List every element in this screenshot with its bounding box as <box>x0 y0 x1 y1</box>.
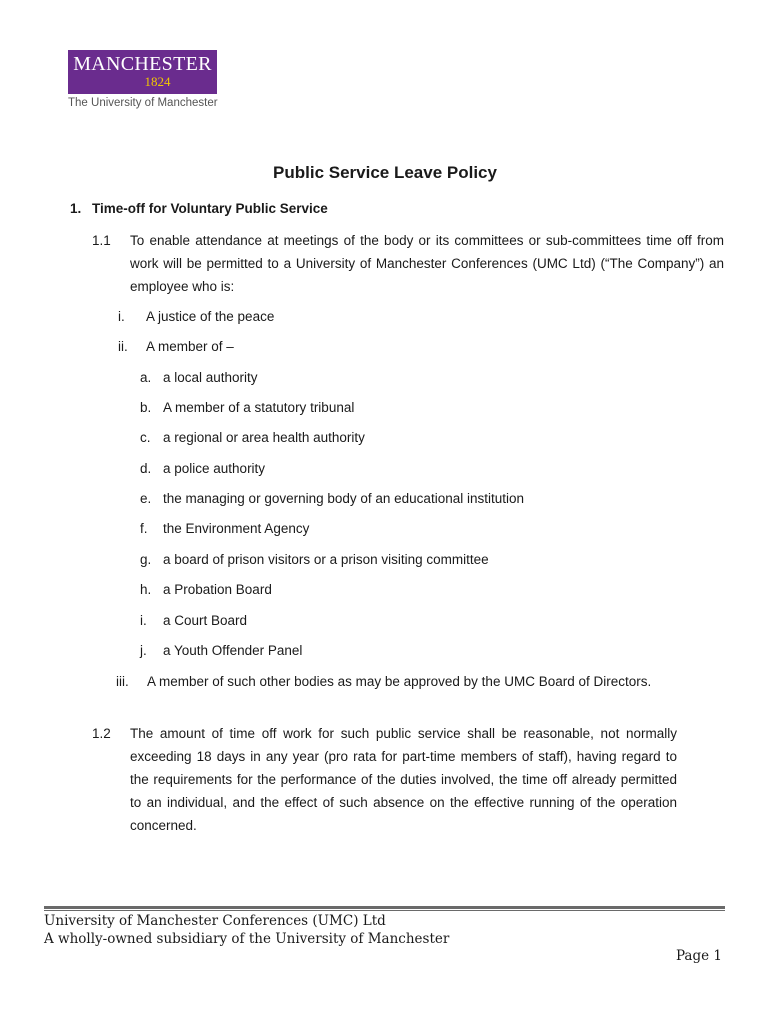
roman-num: iii. <box>116 674 129 689</box>
roman-text: A member of such other bodies as may be approved by the UMC Board of Directors. <box>147 674 652 689</box>
section-number: 1. <box>70 201 82 216</box>
roman-text: A justice of the peace <box>146 309 275 324</box>
alpha-num: e. <box>140 491 152 506</box>
section-heading-text: Time-off for Voluntary Public Service <box>92 201 328 216</box>
alpha-num: i. <box>140 613 147 628</box>
alpha-num: f. <box>140 521 148 536</box>
roman-text: A member of – <box>146 339 234 354</box>
alpha-num: g. <box>140 552 152 567</box>
alpha-num: b. <box>140 400 152 415</box>
page-number: Page 1 <box>675 948 722 964</box>
document-title: Public Service Leave Policy <box>273 163 497 182</box>
paragraph-1-2-number: 1.2 <box>92 726 111 741</box>
alpha-text: a police authority <box>163 461 266 476</box>
roman-num: ii. <box>118 339 128 354</box>
alpha-text: a local authority <box>163 370 258 385</box>
paragraph-1-1-number: 1.1 <box>92 233 111 248</box>
logo-subtitle: The University of Manchester <box>68 97 218 109</box>
alpha-num: j. <box>140 643 147 658</box>
alpha-text: a Court Board <box>163 613 248 628</box>
alpha-text: a Probation Board <box>163 582 272 597</box>
roman-num: i. <box>118 309 125 324</box>
alpha-text: A member of a statutory tribunal <box>163 400 355 415</box>
footer-line-1: University of Manchester Conferences (UMC) Ltd <box>44 913 386 929</box>
alpha-num: d. <box>140 461 152 476</box>
section-heading <box>70 201 328 216</box>
logo-name: MANCHESTER <box>73 53 212 75</box>
alpha-text: a board of prison visitors or a prison visiting committee <box>163 552 489 567</box>
paragraph-1-2-text: The amount of time off work for such public service shall be reasonable, not normally exceeding 18 days in any year (pro rata for part-time members of staff), having regard to the requirements for the performance of the duties involved, the time off already permitted to an individual, and the effect of such absence on the effective running of the operation concerned. <box>130 726 677 833</box>
alpha-num: c. <box>140 430 151 445</box>
logo-box <box>68 50 217 94</box>
alpha-text: a Youth Offender Panel <box>163 643 303 658</box>
alpha-text: the Environment Agency <box>163 521 310 536</box>
logo-year: 1824 <box>144 74 171 89</box>
paragraph-1-1-text: To enable attendance at meetings of the body or its committees or sub-committees time off from work will be permitted to a University of Manchester Conferences (UMC Ltd) (“The Company”) an employee who is: <box>130 233 724 294</box>
alpha-num: a. <box>140 370 152 385</box>
footer-rule <box>44 906 725 909</box>
alpha-text: the managing or governing body of an educational institution <box>163 491 524 506</box>
university-logo <box>68 50 218 109</box>
alpha-text: a regional or area health authority <box>163 430 365 445</box>
footer-rule-thin <box>44 910 725 911</box>
footer <box>44 912 449 948</box>
alpha-num: h. <box>140 582 152 597</box>
footer-line-2: A wholly-owned subsidiary of the University of Manchester <box>44 931 450 947</box>
